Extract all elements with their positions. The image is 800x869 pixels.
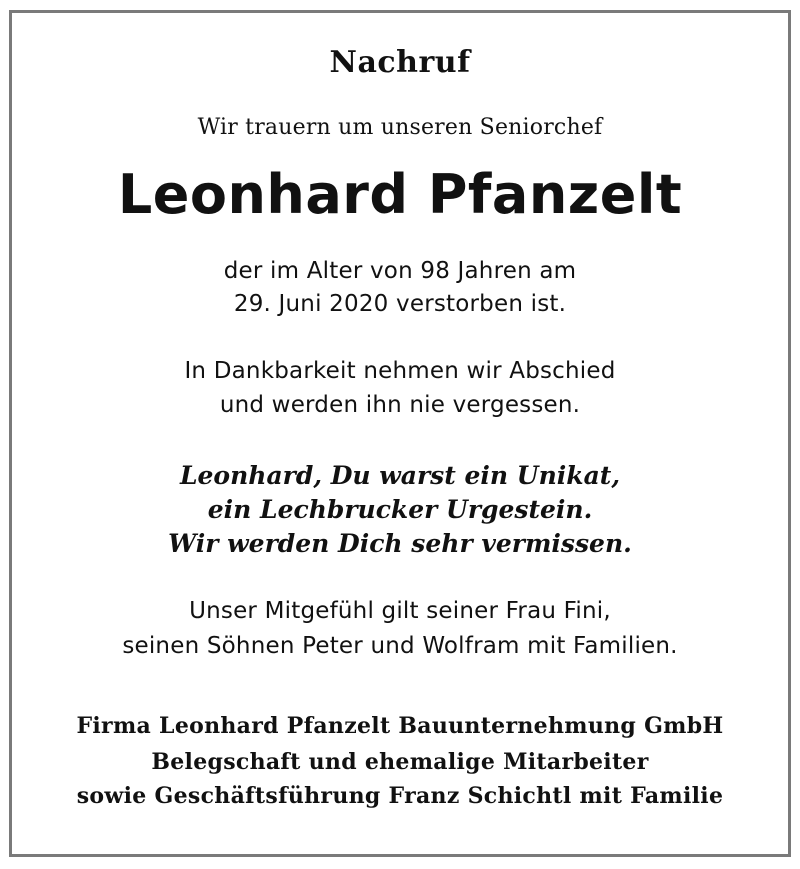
quote-line-2: ein Lechbrucker Urgestein. — [207, 495, 593, 524]
gratitude-line-1: In Dankbarkeit nehmen wir Abschied — [184, 358, 616, 384]
signature-line-1: Firma Leonhard Pfanzelt Bauunternehmung GmbH — [76, 713, 724, 739]
intro-line: Wir trauern um unseren Seniorchef — [197, 115, 603, 140]
gratitude-line-2: und werden ihn nie vergessen. — [219, 392, 581, 418]
deceased-name: Leonhard Pfanzelt — [117, 163, 683, 226]
obituary-heading: Nachruf — [329, 45, 471, 80]
age-line-1: der im Alter von 98 Jahren am — [223, 258, 577, 284]
obituary-frame — [9, 10, 791, 857]
quote-line-1: Leonhard, Du warst ein Unikat, — [179, 461, 621, 490]
sympathy-line-1: Unser Mitgefühl gilt seiner Frau Fini, — [189, 598, 611, 624]
signature-line-2: Belegschaft und ehemalige Mitarbeiter — [151, 749, 649, 775]
age-line-2: 29. Juni 2020 verstorben ist. — [233, 291, 567, 317]
sympathy-line-2: seinen Söhnen Peter und Wolfram mit Familien. — [122, 633, 678, 659]
quote-line-3: Wir werden Dich sehr vermissen. — [168, 529, 632, 558]
signature-line-3: sowie Geschäftsführung Franz Schichtl mit Familie — [76, 783, 724, 809]
obituary-content — [12, 13, 788, 854]
